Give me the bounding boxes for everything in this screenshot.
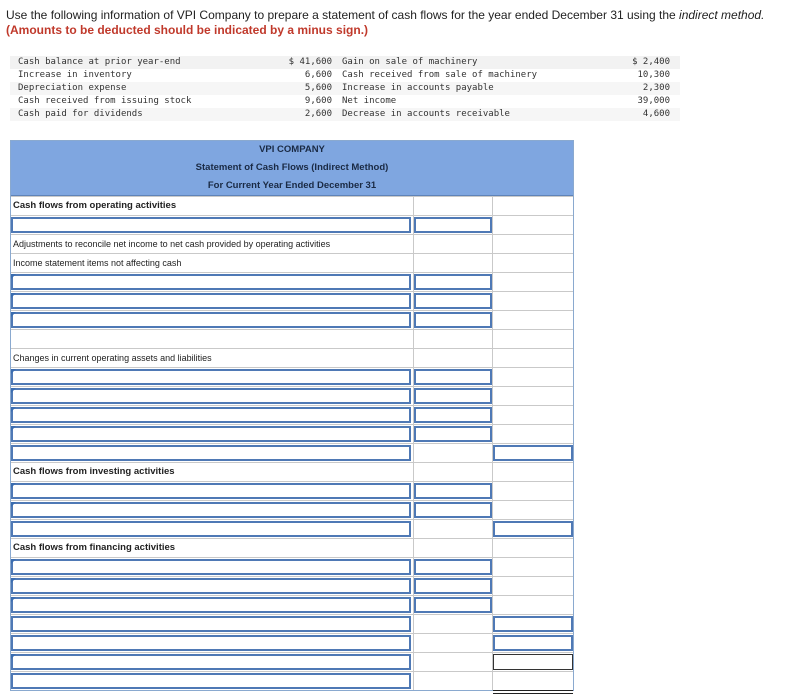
- statement-period: For Current Year Ended December 31: [207, 180, 377, 191]
- section-financing: [11, 538, 573, 557]
- table-row: [11, 424, 573, 443]
- table-row: [11, 519, 573, 538]
- info-left-label: Increase in inventory: [18, 70, 132, 80]
- table-row: [11, 367, 573, 386]
- info-right-value: 10,300: [637, 70, 670, 80]
- double-underline: [493, 690, 573, 694]
- label-input[interactable]: [11, 521, 411, 537]
- investing-heading: Cash flows from investing activities: [13, 466, 175, 477]
- instructions-text: Use the following information of VPI Company to prepare a statement of cash flows for the year ended December 31 using the: [6, 8, 680, 22]
- table-row: [11, 557, 573, 576]
- label-input[interactable]: [11, 217, 411, 233]
- table-row: [11, 671, 573, 690]
- operating-heading: Cash flows from operating activities: [13, 200, 177, 211]
- amount-input[interactable]: [414, 578, 492, 594]
- adjustments-label: Adjustments to reconcile net income to net cash provided by operating activities: [13, 239, 331, 249]
- label-dropdown[interactable]: [11, 388, 411, 404]
- info-left-label: Cash balance at prior year-end: [18, 57, 181, 67]
- table-row: [11, 329, 573, 348]
- changes-label: Changes in current operating assets and liabilities: [13, 353, 212, 363]
- total-input[interactable]: [493, 654, 573, 670]
- amount-input[interactable]: [414, 502, 492, 518]
- info-row: [10, 82, 680, 95]
- table-row: [11, 386, 573, 405]
- table-row: [11, 348, 573, 367]
- table-row: [11, 234, 573, 253]
- table-row: [11, 576, 573, 595]
- label-dropdown[interactable]: [11, 654, 411, 670]
- info-right-label: Cash received from sale of machinery: [342, 70, 538, 80]
- table-row: [11, 215, 573, 234]
- label-dropdown[interactable]: [11, 274, 411, 290]
- label-input[interactable]: [11, 635, 411, 651]
- info-left-label: Cash paid for dividends: [18, 109, 143, 119]
- non-cash-label: Income statement items not affecting cash: [13, 258, 182, 268]
- table-row: [11, 500, 573, 519]
- instructions: [6, 8, 781, 38]
- table-row: [11, 481, 573, 500]
- label-input[interactable]: [11, 616, 411, 632]
- table-row: [11, 595, 573, 614]
- info-right-value: $ 2,400: [632, 57, 670, 67]
- instructions-note: (Amounts to be deducted should be indicated by a minus sign.): [6, 23, 369, 37]
- label-dropdown[interactable]: [11, 312, 411, 328]
- label-input[interactable]: [11, 445, 411, 461]
- statement-title: Statement of Cash Flows (Indirect Method): [195, 162, 389, 173]
- label-dropdown[interactable]: [11, 407, 411, 423]
- info-right-label: Decrease in accounts receivable: [342, 109, 510, 119]
- label-dropdown[interactable]: [11, 483, 411, 499]
- table-row: [11, 652, 573, 671]
- label-dropdown[interactable]: [11, 559, 411, 575]
- company-name: VPI COMPANY: [259, 144, 325, 155]
- info-left-value: 5,600: [304, 83, 332, 93]
- info-left-value: 2,600: [304, 109, 332, 119]
- total-input[interactable]: [493, 521, 573, 537]
- amount-input[interactable]: [414, 217, 492, 233]
- info-table: [10, 56, 680, 121]
- label-dropdown[interactable]: [11, 578, 411, 594]
- info-right-value: 4,600: [642, 109, 670, 119]
- info-left-label: Cash received from issuing stock: [18, 96, 192, 106]
- label-dropdown[interactable]: [11, 369, 411, 385]
- instructions-method: indirect method.: [679, 8, 765, 22]
- amount-input[interactable]: [414, 483, 492, 499]
- label-input[interactable]: [11, 673, 411, 689]
- amount-input[interactable]: [414, 293, 492, 309]
- amount-input[interactable]: [414, 274, 492, 290]
- amount-input[interactable]: [414, 426, 492, 442]
- table-row: [11, 405, 573, 424]
- table-row: [11, 291, 573, 310]
- statement-header: [11, 141, 573, 196]
- table-row: [11, 310, 573, 329]
- info-row: [10, 56, 680, 69]
- info-right-label: Gain on sale of machinery: [342, 57, 478, 67]
- label-dropdown[interactable]: [11, 597, 411, 613]
- amount-input[interactable]: [414, 388, 492, 404]
- label-dropdown[interactable]: [11, 426, 411, 442]
- table-row: [11, 614, 573, 633]
- info-left-value: $ 41,600: [288, 57, 332, 67]
- info-left-value: 6,600: [304, 70, 332, 80]
- info-right-label: Net income: [342, 96, 397, 106]
- total-input[interactable]: [493, 635, 573, 651]
- section-investing: [11, 462, 573, 481]
- info-right-value: 39,000: [637, 96, 670, 106]
- amount-input[interactable]: [414, 312, 492, 328]
- total-input[interactable]: [493, 616, 573, 632]
- info-right-value: 2,300: [642, 83, 670, 93]
- section-operating: [11, 196, 573, 215]
- table-row: [11, 253, 573, 272]
- info-left-label: Depreciation expense: [18, 83, 127, 93]
- label-dropdown[interactable]: [11, 293, 411, 309]
- info-left-value: 9,600: [304, 96, 332, 106]
- table-row: [11, 272, 573, 291]
- label-dropdown[interactable]: [11, 502, 411, 518]
- table-row: [11, 443, 573, 462]
- amount-input[interactable]: [414, 407, 492, 423]
- cash-flow-statement: [10, 140, 574, 691]
- info-row: [10, 108, 680, 121]
- amount-input[interactable]: [414, 597, 492, 613]
- amount-input[interactable]: [414, 559, 492, 575]
- total-input[interactable]: [493, 445, 573, 461]
- amount-input[interactable]: [414, 369, 492, 385]
- info-row: [10, 69, 680, 82]
- info-right-label: Increase in accounts payable: [342, 83, 494, 93]
- info-row: [10, 95, 680, 108]
- financing-heading: Cash flows from financing activities: [13, 542, 176, 553]
- table-row: [11, 633, 573, 652]
